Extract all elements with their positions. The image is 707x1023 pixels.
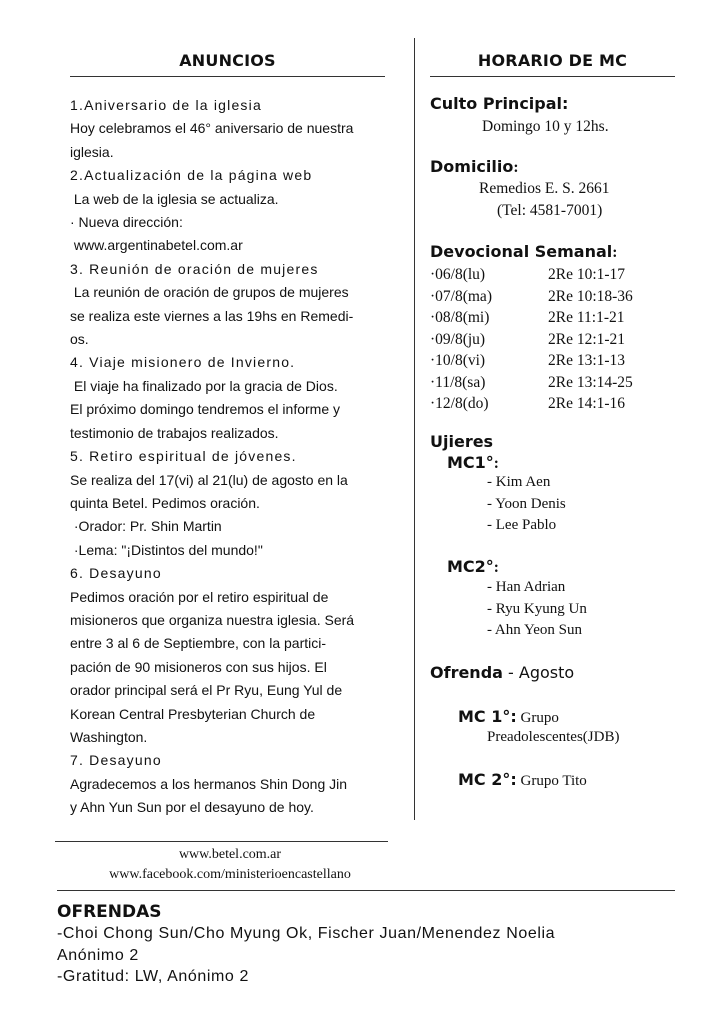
anuncio-text-line: quinta Betel. Pedimos oración. [70, 494, 260, 511]
ofrenda-donor-line: Anónimo 2 [57, 946, 139, 964]
horario-title-divider [430, 76, 675, 77]
devocional-date: ·09/8(ju) [430, 330, 486, 348]
anuncio-text-line: Se realiza del 17(vi) al 21(lu) de agosto en la [70, 471, 348, 488]
anuncio-text-line: Agradecemos a los hermanos Shin Dong Jin [70, 775, 348, 792]
anuncio-text-line: pación de 90 misioneros con sus hijos. El [70, 658, 327, 675]
devocional-row [430, 264, 625, 286]
devocional-reference: 2Re 14:1-16 [548, 395, 626, 412]
anuncio-text-line: El próximo domingo tendremos el informe y [70, 401, 341, 418]
anuncio-text-line: entre 3 al 6 de Septiembre, con la partici- [70, 635, 327, 652]
domicilio-phone: (Tel: 4581-7001) [497, 202, 603, 219]
ofrenda-donor-line: -Choi Chong Sun/Cho Myung Ok, Fischer Juan/Menendez Noelia [57, 925, 556, 942]
devocional-heading [430, 242, 617, 262]
ofrenda-heading [430, 663, 574, 683]
anuncio-heading: 5. Retiro espiritual de jóvenes. [70, 448, 297, 465]
domicilio-colon: : [513, 159, 519, 176]
anuncio-text-line: testimonio de trabajos realizados. [70, 424, 279, 441]
devocional-date: ·07/8(ma) [430, 287, 492, 305]
ofrenda-mc2-group: Grupo Tito [516, 773, 587, 789]
devocional-label: Devocional Semanal [430, 242, 613, 261]
ofrenda-mc2-label: MC 2° [458, 770, 511, 789]
devocional-reference: 2Re 11:1-21 [548, 309, 625, 326]
anuncio-heading: 7. Desayuno [70, 752, 162, 769]
anuncio-text-line: ·Lema: "¡Distintos del mundo!" [70, 541, 263, 558]
ofrenda-mc1 [458, 707, 559, 727]
culto-principal-heading [430, 94, 568, 113]
devocional-row [430, 350, 625, 372]
devocional-row [430, 372, 633, 394]
ujieres-mc1-heading [447, 453, 499, 473]
links-divider [55, 841, 388, 842]
ujieres-mc2-heading [447, 557, 499, 577]
anuncio-text-line: Korean Central Presbyterian Church de [70, 705, 316, 722]
ofrenda-label: Ofrenda [430, 663, 503, 682]
anuncio-text-line: El viaje ha finalizado por la gracia de Dios. [70, 377, 338, 394]
anuncio-text-line: Pedimos oración por el retiro espiritual de [70, 588, 329, 605]
devocional-row [430, 307, 625, 329]
domicilio-heading [430, 157, 519, 177]
anuncio-text-line: se realiza este viernes a las 19hs en Remedi- [70, 307, 354, 324]
culto-principal-time: Domingo 10 y 12hs. [482, 118, 609, 135]
column-divider [414, 38, 415, 820]
anuncio-text-line: · Nueva dirección: [70, 214, 183, 231]
ujieres-heading: Ujieres [430, 432, 494, 451]
usher-name: - Lee Pablo [487, 517, 557, 533]
anuncios-title-divider [70, 76, 385, 77]
anuncio-text-line: iglesia. [70, 143, 114, 160]
usher-name: - Ahn Yeon Sun [487, 622, 583, 638]
ofrendas-title: OFRENDAS [57, 902, 162, 922]
anuncio-heading: 6. Desayuno [70, 565, 162, 582]
ofrenda-mc1-group-cont: Preadolescentes(JDB) [487, 729, 620, 745]
anuncio-text-line: Washington. [70, 728, 148, 745]
anuncios-list [70, 94, 400, 820]
ofrenda-mc1-label: MC 1° [458, 707, 511, 726]
usher-name: - Kim Aen [487, 474, 551, 490]
devocional-row [430, 329, 625, 351]
devocional-reference: 2Re 10:1-17 [548, 266, 626, 283]
ofrendas-divider [57, 890, 675, 891]
ofrenda-month: - Agosto [502, 663, 575, 682]
usher-name: - Yoon Denis [487, 495, 566, 512]
ofrenda-donor-line: -Gratitud: LW, Anónimo 2 [57, 968, 249, 985]
devocional-date: ·11/8(sa) [430, 373, 486, 391]
ofrenda-mc1-colon: : [510, 707, 517, 726]
devocional-date: ·06/8(lu) [430, 266, 486, 283]
devocional-reference: 2Re 13:1-13 [548, 352, 626, 369]
usher-name: - Han Adrian [487, 579, 566, 595]
devocional-reference: 2Re 12:1-21 [548, 330, 626, 348]
anuncio-text-line: orador principal será el Pr Ryu, Eung Yul de [70, 682, 343, 699]
ujieres-mc2-label: MC2° [447, 557, 494, 576]
facebook-link[interactable]: www.facebook.com/ministerioencastellano [109, 867, 351, 882]
ofrenda-mc1-group: Grupo [516, 710, 559, 726]
anuncio-text-line: La reunión de oración de grupos de mujeres [70, 284, 349, 301]
usher-name: - Ryu Kyung Un [487, 600, 587, 617]
devocional-reference: 2Re 13:14-25 [548, 373, 633, 391]
ujieres-mc1-label: MC1° [447, 453, 494, 472]
anuncio-text-line: y Ahn Yun Sun por el desayuno de hoy. [70, 799, 314, 816]
devocional-date: ·08/8(mi) [430, 309, 490, 326]
devocional-row [430, 286, 633, 308]
culto-principal-colon: : [562, 94, 569, 113]
culto-principal-label: Culto Principal [430, 94, 563, 113]
anuncio-text-line: ·Orador: Pr. Shin Martin [70, 518, 222, 535]
anuncio-text-line: La web de la iglesia se actualiza. [70, 190, 279, 207]
domicilio-address: Remedios E. S. 2661 [479, 180, 610, 197]
anuncio-text-line: misioneros que organiza nuestra iglesia. Será [70, 611, 355, 628]
ofrenda-mc2-colon: : [510, 770, 517, 789]
anuncio-heading: 1.Aniversario de la iglesia [70, 97, 262, 113]
ujieres-mc2-colon: : [493, 559, 499, 576]
anuncio-text-line: www.argentinabetel.com.ar [70, 237, 243, 254]
devocional-date: ·12/8(do) [430, 395, 489, 412]
devocional-row [430, 393, 625, 415]
anuncio-heading: 4. Viaje misionero de Invierno. [70, 354, 296, 371]
domicilio-label: Domicilio [430, 157, 514, 176]
ofrenda-mc2 [458, 770, 587, 790]
horario-title: HORARIO DE MC [477, 51, 628, 70]
devocional-colon: : [612, 244, 618, 261]
anuncio-text-line: Hoy celebramos el 46° aniversario de nuestra [70, 120, 354, 137]
anuncio-heading: 3. Reunión de oración de mujeres [70, 260, 319, 277]
anuncios-title: ANUNCIOS [179, 51, 276, 70]
devocional-reference: 2Re 10:18-36 [548, 287, 633, 305]
devocional-date: ·10/8(vi) [430, 352, 486, 369]
anuncio-text-line: os. [70, 331, 89, 348]
ujieres-mc1-colon: : [493, 455, 499, 472]
website-link[interactable]: www.betel.com.ar [178, 847, 282, 862]
anuncio-heading: 2.Actualización de la página web [70, 167, 313, 184]
